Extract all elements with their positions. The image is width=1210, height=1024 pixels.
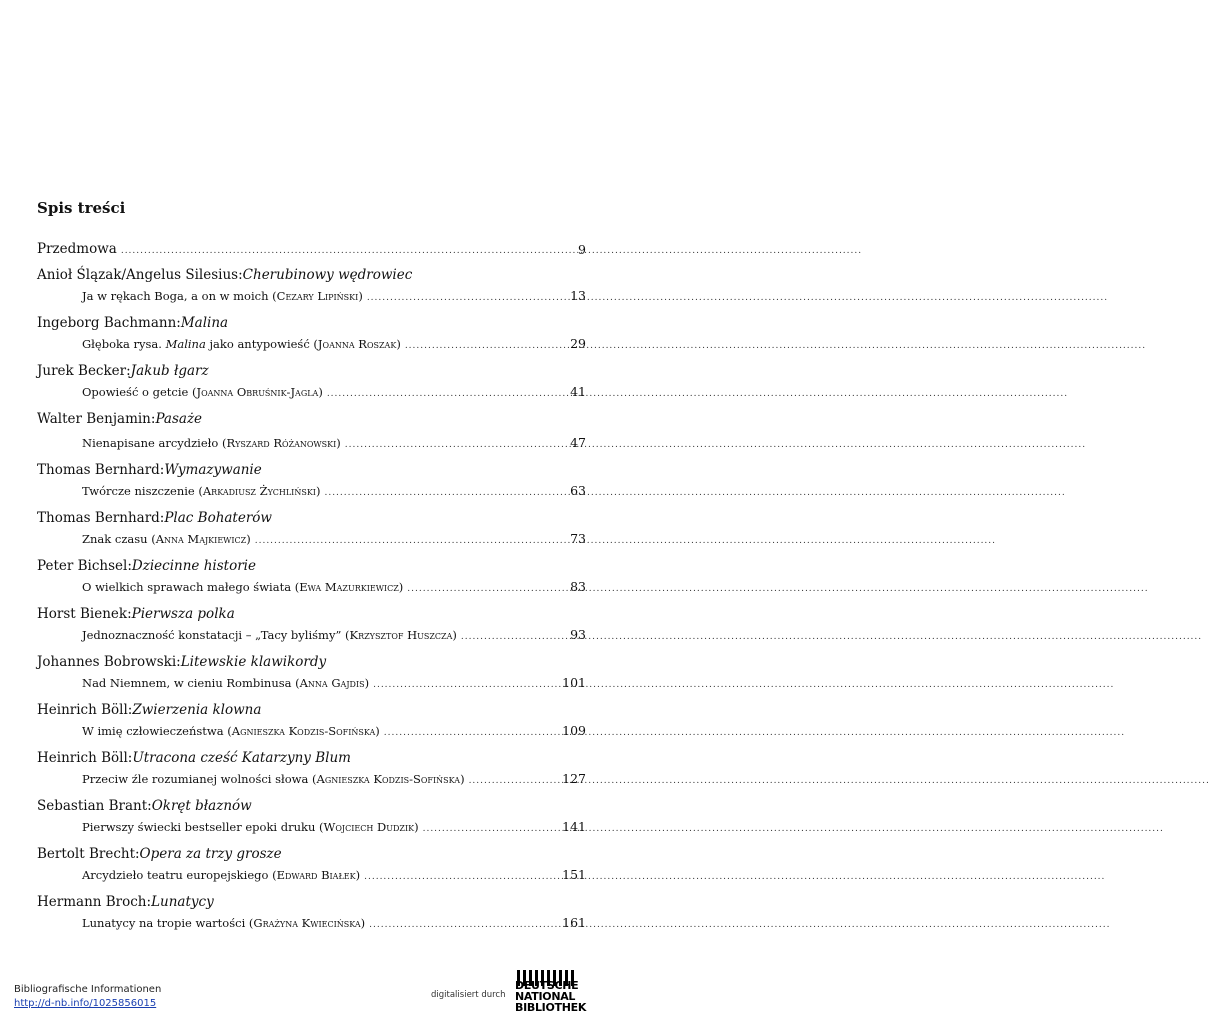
chapter-text-close: )	[318, 385, 323, 399]
toc-work-title: Litewskie klawikordy	[180, 654, 327, 670]
toc-work-title: Plac Bohaterów	[164, 510, 272, 526]
toc-entry-chapter[interactable]	[82, 914, 545, 934]
toc-entry-author-line	[37, 266, 412, 284]
chapter-text-close: )	[375, 724, 380, 738]
toc-entry-przedmowa[interactable]	[37, 240, 545, 260]
toc-chapter-title	[82, 866, 360, 884]
toc-chapter-title	[82, 770, 465, 788]
toc-entry-chapter[interactable]	[82, 770, 545, 790]
chapter-text: Ja w rękach Boga, a on w moich (	[82, 289, 277, 303]
dot-leader	[407, 580, 1148, 598]
toc-entry-chapter[interactable]	[82, 287, 545, 307]
toc-page-number: 29	[570, 336, 586, 351]
toc-entry-author-line	[37, 797, 252, 815]
toc-entry-author-line	[37, 410, 202, 428]
toc-work-title: Opera za trzy grosze	[139, 846, 282, 862]
bibliographic-info	[14, 983, 161, 1011]
chapter-text: Przeciw źle rozumianej wolności słowa (	[82, 772, 317, 786]
dot-leader	[423, 820, 1164, 838]
toc-entry-author-line	[37, 314, 228, 332]
dot-leader	[345, 436, 1086, 454]
chapter-text: Pierwszy świecki bestseller epoki druku (	[82, 820, 324, 834]
chapter-text: jako antypowieść (	[205, 337, 318, 351]
toc-page-number: 9	[578, 242, 586, 257]
toc-entry-chapter[interactable]	[82, 335, 545, 355]
toc-work-title: Pasaże	[155, 411, 203, 427]
toc-page-number: 63	[570, 483, 586, 498]
chapter-text-close: )	[336, 436, 341, 450]
chapter-author: Agnieszka Kodzis-Sofińska	[231, 724, 376, 738]
toc-entry-chapter[interactable]	[82, 482, 545, 502]
chapter-author: Agnieszka Kodzis-Sofińska	[316, 772, 461, 786]
toc-work-title: Pierwsza polka	[131, 606, 235, 622]
toc-author: Bertolt Brecht:	[37, 846, 140, 862]
chapter-text-close: )	[315, 484, 321, 498]
toc-author: Thomas Bernhard:	[37, 462, 165, 478]
toc-entry-author-line	[37, 605, 235, 623]
toc-page-number: 47	[570, 435, 586, 450]
toc-author: Heinrich Böll:	[37, 750, 133, 766]
toc-work-title: Lunatycy	[151, 894, 214, 910]
toc-entry-chapter[interactable]	[82, 530, 545, 550]
toc-entry-chapter[interactable]	[82, 866, 545, 886]
toc-entry-chapter[interactable]	[82, 818, 545, 838]
dot-leader	[324, 484, 1065, 502]
chapter-text: Jednoznaczność konstatacji – „Tacy byliśmy” (	[82, 628, 350, 642]
dnb-logo-line: NATIONAL	[515, 990, 576, 1003]
dot-leader	[364, 868, 1105, 886]
dnb-logo-text	[515, 980, 586, 1013]
toc-page-number: 127	[562, 771, 586, 786]
bib-link[interactable]: http://d-nb.info/1025856015	[14, 998, 157, 1009]
toc-page-number: 13	[570, 288, 586, 303]
toc-entry-author-line	[37, 509, 272, 527]
chapter-text: Nienapisane arcydzieło (	[82, 436, 227, 450]
toc-entry-chapter[interactable]	[82, 722, 545, 742]
chapter-author: Arkadiusz Żychliński	[202, 484, 316, 498]
toc-work-title: Utracona cześć Katarzyny Blum	[132, 750, 351, 766]
toc-chapter-title	[82, 335, 401, 353]
toc-chapter-title	[82, 287, 363, 305]
digitized-by-label: digitalisiert durch	[431, 990, 506, 1000]
toc-entry-chapter[interactable]	[82, 383, 545, 403]
toc-page-number: 83	[570, 579, 586, 594]
toc-chapter-title	[82, 530, 251, 548]
toc-chapter-title	[82, 674, 369, 692]
toc-chapter-title	[82, 818, 419, 836]
toc-entry-chapter[interactable]	[82, 578, 545, 598]
toc-author: Peter Bichsel:	[37, 558, 132, 574]
dot-leader	[367, 289, 1108, 307]
chapter-text: Lunatycy na tropie wartości (	[82, 916, 254, 930]
toc-entry-author-line	[37, 557, 256, 575]
toc-work-title: Cherubinowy wędrowiec	[242, 267, 413, 283]
toc-entry-chapter[interactable]	[82, 626, 545, 646]
chapter-author: Ryszard Różanowski	[226, 436, 337, 450]
toc-author: Heinrich Böll:	[37, 702, 133, 718]
chapter-text-close: )	[414, 820, 419, 834]
toc-entry-author-line	[37, 845, 282, 863]
chapter-author: Grażyna Kwiecińska	[253, 916, 361, 930]
toc-entry-author-line	[37, 362, 209, 380]
toc-author: Jurek Becker:	[37, 363, 131, 379]
dot-leader	[405, 337, 1146, 355]
toc-author: Walter Benjamin:	[37, 411, 156, 427]
dnb-logo-line: BIBLIOTHEK	[515, 1001, 587, 1014]
toc-work-title: Wymazywanie	[164, 462, 262, 478]
dnb-logo	[515, 970, 601, 1022]
toc-chapter-title	[82, 482, 320, 500]
toc-entry-author-line	[37, 893, 214, 911]
toc-work-title: Zwierzenia klowna	[132, 702, 262, 718]
chapter-author: Anna Majkiewicz	[155, 532, 247, 546]
chapter-text-close: )	[396, 337, 401, 351]
toc-entry-author-line	[37, 749, 351, 767]
chapter-text-close: )	[246, 532, 251, 546]
dot-leader	[327, 385, 1068, 403]
chapter-text-close: )	[360, 916, 366, 930]
toc-work-title: Okręt błaznów	[151, 798, 252, 814]
chapter-author: Ewa Mazurkiewicz	[299, 580, 399, 594]
toc-work-title: Jakub łgarz	[130, 363, 209, 379]
chapter-text-close: )	[355, 868, 361, 882]
toc-title: Spis treści	[37, 199, 126, 217]
toc-page-number: 101	[562, 675, 586, 690]
toc-author: Ingeborg Bachmann:	[37, 315, 181, 331]
chapter-author: Joanna Obruśnik-Jagla	[196, 385, 319, 399]
toc-page-number: 161	[562, 915, 586, 930]
chapter-text: Znak czasu (	[82, 532, 156, 546]
toc-author: Hermann Broch:	[37, 894, 152, 910]
toc-author: Sebastian Brant:	[37, 798, 152, 814]
chapter-author: Anna Gajdis	[299, 676, 365, 690]
dot-leader	[121, 242, 862, 260]
toc-page-number: 109	[562, 723, 586, 738]
chapter-text: W imię człowieczeństwa (	[82, 724, 232, 738]
toc-page-number: 41	[570, 384, 586, 399]
toc-work-title: Malina	[180, 315, 229, 331]
toc-page-number: 151	[562, 867, 586, 882]
chapter-text-close: )	[358, 289, 363, 303]
toc-chapter-title	[82, 383, 323, 401]
toc-page-number: 73	[570, 531, 586, 546]
toc-entry-author-line	[37, 653, 326, 671]
chapter-author: Cezary Lipiński	[276, 289, 359, 303]
toc-chapter-title	[82, 722, 380, 740]
chapter-text: Arcydzieło teatru europejskiego (	[82, 868, 277, 882]
chapter-text-close: )	[452, 628, 457, 642]
chapter-author: Edward Białek	[276, 868, 356, 882]
toc-page-number: 141	[562, 819, 586, 834]
toc-entry-title: Przedmowa	[37, 241, 117, 257]
chapter-author: Joanna Roszak	[317, 337, 397, 351]
chapter-text-close: )	[460, 772, 465, 786]
chapter-text-close: )	[398, 580, 404, 594]
chapter-text: Twórcze niszczenie (	[82, 484, 203, 498]
dnb-logo-line: DEUTSCHE	[515, 979, 579, 992]
toc-chapter-title	[82, 434, 341, 452]
toc-chapter-title	[82, 626, 457, 644]
chapter-text: O wielkich sprawach małego świata (	[82, 580, 300, 594]
chapter-text-close: )	[364, 676, 370, 690]
toc-author: Horst Bienek:	[37, 606, 132, 622]
dot-leader	[255, 532, 996, 550]
dot-leader	[384, 724, 1125, 742]
toc-entry-author-line	[37, 461, 262, 479]
toc-author: Thomas Bernhard:	[37, 510, 165, 526]
dot-leader	[369, 916, 1110, 934]
chapter-text: Nad Niemnem, w cieniu Rombinusa (	[82, 676, 300, 690]
toc-entry-author-line	[37, 701, 261, 719]
dot-leader	[373, 676, 1114, 694]
toc-entry-chapter[interactable]	[82, 434, 545, 454]
toc-chapter-title	[82, 578, 403, 596]
toc-author: Anioł Ślązak/Angelus Silesius:	[37, 267, 243, 283]
toc-entry-chapter[interactable]	[82, 674, 545, 694]
bib-label: Bibliografische Informationen	[14, 984, 162, 995]
chapter-text: Opowieść o getcie (	[82, 385, 197, 399]
toc-author: Johannes Bobrowski:	[37, 654, 181, 670]
toc-page-number: 93	[570, 627, 586, 642]
toc-work-title: Dziecinne historie	[131, 558, 256, 574]
chapter-author: Wojciech Dudzik	[323, 820, 415, 834]
chapter-work-italic: Malina	[165, 337, 206, 351]
toc-chapter-title	[82, 914, 365, 932]
chapter-author: Krzysztof Huszcza	[349, 628, 453, 642]
chapter-text: Głęboka rysa.	[82, 337, 166, 351]
